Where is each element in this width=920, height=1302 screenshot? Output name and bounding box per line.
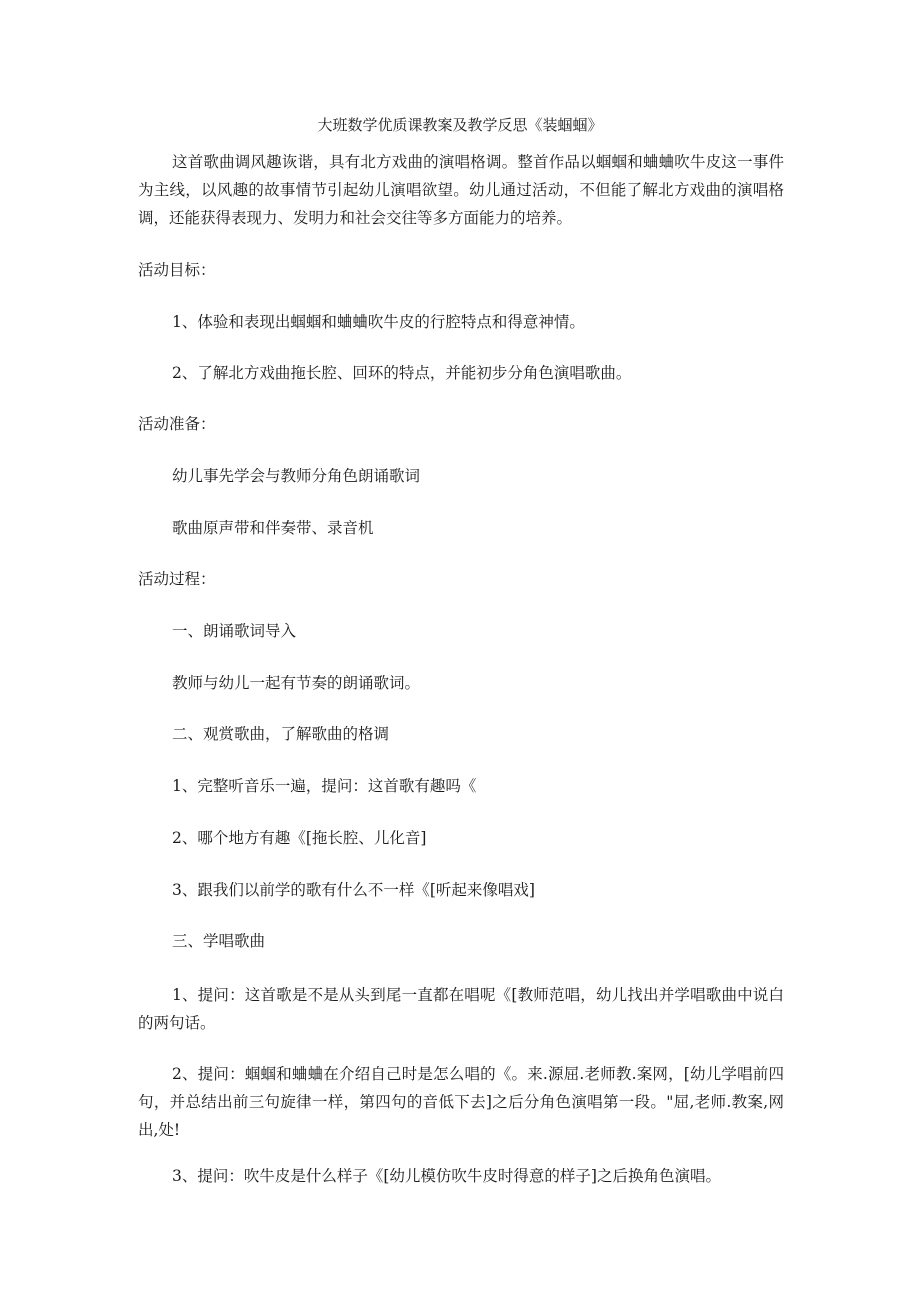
goals-heading: 活动目标： <box>138 261 216 279</box>
prep-heading: 活动准备： <box>138 415 216 433</box>
goal-item-1: 1、体验和表现出蝈蝈和蛐蛐吹牛皮的行腔特点和得意神情。 <box>172 313 585 331</box>
step-3-item-2: 2、提问：蝈蝈和蛐蛐在介绍自己时是怎么唱的《。来.源屈.老师教.案网，[幼儿学唱前四句，并总结出前三句旋律一样，第四句的音低下去]之后分角色演唱第一段。"屈,老师.教案,网出,处! <box>138 1065 784 1139</box>
process-heading: 活动过程： <box>138 570 216 588</box>
step-1-heading: 一、朗诵歌词导入 <box>172 622 297 640</box>
step-3-heading: 三、学唱歌曲 <box>172 932 266 950</box>
goal-item-2: 2、了解北方戏曲拖长腔、回环的特点，并能初步分角色演唱歌曲。 <box>172 364 632 382</box>
step-1-text: 教师与幼儿一起有节奏的朗诵歌词。 <box>172 674 421 692</box>
step-2-question-2: 2、哪个地方有趣《[拖长腔、儿化音] <box>172 829 427 847</box>
step-3-item-1: 1、提问：这首歌是不是从头到尾一直都在唱呢《[教师范唱，幼儿找出并学唱歌曲中说白的两句话。 <box>138 986 784 1032</box>
prep-item-2: 歌曲原声带和伴奏带、录音机 <box>172 519 374 537</box>
step-3-item-3: 3、提问：吹牛皮是什么样子《[幼儿模仿吹牛皮时得意的样子]之后换角色演唱。 <box>172 1167 721 1185</box>
document-title: 大班数学优质课教案及教学反思《装蝈蝈》 <box>317 116 603 134</box>
step-2-question-3: 3、跟我们以前学的歌有什么不一样《[听起来像唱戏] <box>172 881 535 899</box>
prep-item-1: 幼儿事先学会与教师分角色朗诵歌词 <box>172 467 421 485</box>
step-2-question-1: 1、完整听音乐一遍，提问：这首歌有趣吗《 <box>172 777 477 795</box>
step-2-heading: 二、观赏歌曲，了解歌曲的格调 <box>172 725 390 743</box>
intro-paragraph: 这首歌曲调风趣诙谐，具有北方戏曲的演唱格调。整首作品以蝈蝈和蛐蛐吹牛皮这一事件为主线，以风趣的故事情节引起幼儿演唱欲望。幼儿通过活动，不但能了解北方戏曲的演唱格调，还能获得表现力、发明力和社会交往等多方面能力的培养。 <box>138 153 784 227</box>
